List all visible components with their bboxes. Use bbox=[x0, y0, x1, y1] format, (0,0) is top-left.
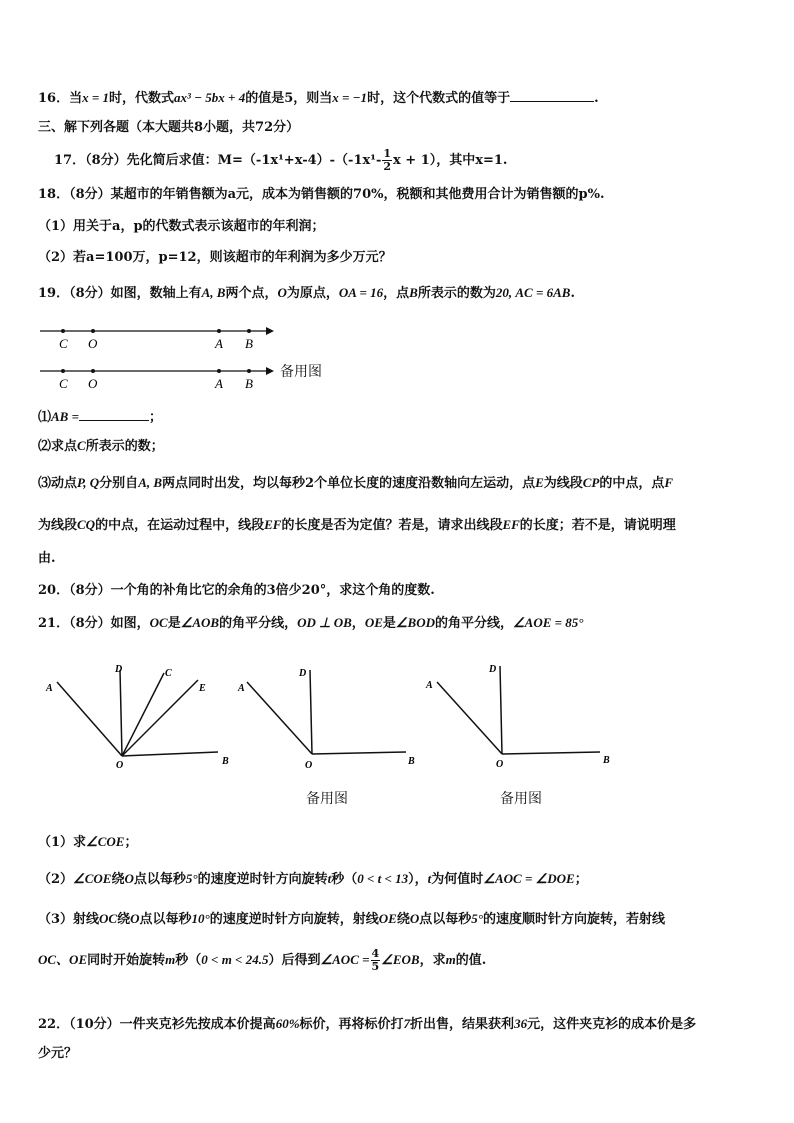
t: ）， bbox=[408, 872, 428, 887]
q16-line bbox=[38, 89, 599, 108]
q19-p2-a: ⑵求点 bbox=[38, 439, 78, 454]
t: （3）射线 bbox=[38, 912, 100, 927]
q21-p2-deg: 5° bbox=[185, 871, 198, 886]
q21-p3-o2: O bbox=[409, 911, 420, 926]
q21-p3-m: m bbox=[165, 952, 176, 967]
q21-part-1 bbox=[38, 833, 137, 852]
t: 折出售，结果获利 bbox=[410, 1017, 515, 1032]
t: ， bbox=[351, 616, 365, 631]
q21-aob: ∠AOB bbox=[180, 615, 220, 630]
q19-cq: CQ bbox=[77, 517, 96, 532]
q19-oa: OA = 16 bbox=[338, 285, 384, 300]
q19-val: 20, AC = 6AB bbox=[495, 285, 571, 300]
q16-x1: x = 1 bbox=[82, 90, 110, 105]
backup-figure-caption-1: 备用图 bbox=[306, 791, 348, 807]
t: 绕 bbox=[117, 912, 131, 927]
t: 的角平分线， bbox=[219, 616, 298, 631]
q21-coe: ∠COE bbox=[86, 834, 125, 849]
q22-amount: 36 bbox=[514, 1016, 528, 1031]
label-d: D bbox=[115, 664, 123, 675]
t: ⑶动点 bbox=[38, 476, 78, 491]
point-label-c: C bbox=[59, 376, 68, 390]
t: 的中点，点 bbox=[599, 476, 665, 491]
t: 为何值时 bbox=[431, 872, 484, 887]
q22-line-1 bbox=[38, 1015, 696, 1034]
t: 两点同时出发，均以每秒2个单位长度的速度沿数轴向左运动，点 bbox=[162, 476, 536, 491]
q21-p3-eob: ∠EOB bbox=[381, 952, 420, 967]
number-line bbox=[38, 320, 278, 350]
t: （2） bbox=[38, 872, 74, 887]
q21-oe: OE bbox=[364, 615, 383, 630]
label-a: A bbox=[46, 683, 53, 694]
t: 分别自 bbox=[99, 476, 139, 491]
q21-p3-oc: OC bbox=[99, 911, 118, 926]
label-a: A bbox=[238, 683, 245, 694]
t: 是 bbox=[382, 616, 396, 631]
point-label-o: O bbox=[88, 336, 98, 350]
q21-frac-num: 4 bbox=[371, 947, 380, 960]
label-o: O bbox=[496, 759, 504, 770]
q17-text: 17．（8分）先化简后求值：M=（-1x¹+x-4）-（-1x¹- bbox=[54, 153, 382, 168]
q16-mid1: 时，代数式 bbox=[109, 91, 175, 106]
t: 的长度；若不是，请说明理 bbox=[519, 518, 676, 533]
t: ，求 bbox=[419, 953, 446, 968]
q19-text-f: . bbox=[570, 286, 575, 301]
q21-p3-range: 0 < m < 24.5 bbox=[201, 952, 269, 967]
q21-p3-deg1: 10° bbox=[191, 911, 210, 926]
q21-odob: OD ⊥ OB bbox=[297, 615, 352, 630]
q19-ab: A, B bbox=[201, 285, 226, 300]
q16-end: . bbox=[594, 91, 599, 106]
t: 绕 bbox=[396, 912, 410, 927]
q16-answer-blank[interactable] bbox=[510, 89, 594, 102]
label-c: C bbox=[165, 668, 172, 679]
t: 21．（8分）如图， bbox=[38, 616, 150, 631]
t: ）后得到 bbox=[268, 953, 321, 968]
label-e: E bbox=[199, 683, 206, 694]
label-a: A bbox=[426, 680, 433, 691]
backup-figure-caption-2: 备用图 bbox=[500, 791, 542, 807]
t: 绕 bbox=[111, 872, 125, 887]
q19-p2-c: C bbox=[77, 438, 86, 453]
t: 为线段 bbox=[38, 518, 78, 533]
q21-p3-oe: OE bbox=[378, 911, 397, 926]
q21-p3-fraction bbox=[371, 948, 381, 973]
point-label-a: A bbox=[215, 376, 223, 390]
q22-seven: 7 bbox=[403, 1016, 411, 1031]
t: ； bbox=[574, 872, 588, 887]
q18-line-2: （1）用关于a，p的代数式表示该超市的年利润； bbox=[38, 219, 325, 234]
q21-p2-t2: t bbox=[427, 871, 432, 886]
q19-part-3-line-3: 由. bbox=[38, 551, 56, 566]
q19-part-2 bbox=[38, 437, 164, 456]
backup-figure-caption: 备用图 bbox=[280, 364, 322, 380]
point-label-c: C bbox=[59, 336, 68, 350]
t: 点以每秒 bbox=[133, 872, 186, 887]
q19-text-a: 19．（8分）如图，数轴上有 bbox=[38, 286, 202, 301]
q20-line: 20．（8分）一个角的补角比它的余角的3倍少20°，求这个角的度数. bbox=[38, 583, 435, 598]
label-b: B bbox=[408, 756, 415, 767]
angle-figure-main bbox=[40, 660, 240, 772]
q16-suffix: 时，这个代数式的值等于 bbox=[367, 91, 511, 106]
q17-fraction bbox=[382, 148, 392, 173]
label-o: O bbox=[305, 760, 313, 771]
t: 的长度是否为定值？若是，请求出线段 bbox=[281, 518, 503, 533]
q19-text-c: 为原点， bbox=[286, 286, 339, 301]
q21-part-2 bbox=[38, 870, 588, 889]
q19-pq: P, Q bbox=[77, 475, 100, 490]
t: 为线段 bbox=[543, 476, 583, 491]
q17-frac-den: 2 bbox=[383, 160, 391, 173]
q19-part-3-line-2 bbox=[38, 516, 676, 535]
q21-p2-eq: ∠AOC = ∠DOE bbox=[483, 871, 575, 886]
point-label-b: B bbox=[245, 336, 253, 350]
label-b: B bbox=[603, 755, 610, 766]
q19-ef: EF bbox=[264, 517, 282, 532]
t: 22．（10分）一件夹克衫先按成本价提高 bbox=[38, 1017, 276, 1032]
q19-cp: CP bbox=[582, 475, 600, 490]
label-d: D bbox=[299, 668, 307, 679]
q19-ab2: A, B bbox=[138, 475, 163, 490]
q21-bod: ∠BOD bbox=[395, 615, 435, 630]
q21-aoe: ∠AOE = 85° bbox=[513, 615, 584, 630]
q19-line-1 bbox=[38, 284, 575, 303]
q21-p2-range: 0 < t < 13 bbox=[357, 871, 409, 886]
q18-line-1: 18．（8分）某超市的年销售额为a元，成本为销售额的70%，税额和其他费用合计为销售额的p%. bbox=[38, 187, 605, 202]
angle-figure-backup-2 bbox=[424, 660, 624, 772]
t: 的速度顺时针方向旋转，若射线 bbox=[482, 912, 665, 927]
q21-frac-den: 5 bbox=[371, 960, 380, 973]
q19-e: E bbox=[535, 475, 544, 490]
q19-p2-b: 所表示的数； bbox=[85, 439, 164, 454]
q19-b: B bbox=[409, 285, 418, 300]
t: 的角平分线， bbox=[435, 616, 514, 631]
q17-line bbox=[54, 148, 507, 173]
q21-p3-rays: OC、OE bbox=[38, 952, 88, 967]
q19-f: F bbox=[664, 475, 674, 490]
q21-p3-aoc: ∠AOC = bbox=[320, 952, 370, 967]
q19-part-3-line-1 bbox=[38, 474, 673, 493]
t: 的速度逆时针方向旋转 bbox=[197, 872, 328, 887]
q19-p1-ab: AB = bbox=[51, 409, 80, 424]
label-d: D bbox=[489, 664, 497, 675]
q21-part-3-line-2 bbox=[38, 947, 486, 974]
label-b: B bbox=[222, 756, 229, 767]
q21-p2-t: t bbox=[327, 871, 332, 886]
q21-p3-deg2: 5° bbox=[471, 911, 483, 926]
t: 的速度逆时针方向旋转，射线 bbox=[209, 912, 379, 927]
q19-part-1 bbox=[38, 408, 162, 427]
q16-expr: ax³ − 5bx + 4 bbox=[174, 90, 246, 105]
q17-frac-num: 1 bbox=[383, 147, 391, 160]
q18-line-3: （2）若a=100万，p=12，则该超市的年利润为多少万元？ bbox=[38, 250, 392, 265]
t: 点以每秒 bbox=[139, 912, 192, 927]
t: 标价，再将标价打 bbox=[299, 1017, 404, 1032]
q16-mid2: 的值是5，则当 bbox=[245, 91, 333, 106]
q19-ef2: EF bbox=[502, 517, 520, 532]
point-label-b: B bbox=[245, 376, 253, 390]
t: 秒（ bbox=[331, 872, 358, 887]
number-line-backup bbox=[38, 360, 278, 390]
q21-p2-o: O bbox=[124, 871, 134, 886]
q21-part-3-line-1 bbox=[38, 910, 665, 929]
q21-oc: OC bbox=[149, 615, 168, 630]
point-label-a: A bbox=[215, 336, 223, 350]
q21-line-1 bbox=[38, 614, 584, 633]
t: 同时开始旋转 bbox=[87, 953, 166, 968]
t: 秒（ bbox=[175, 953, 202, 968]
q19-p1-num: ⑴ bbox=[38, 410, 52, 425]
q19-p1-end: ； bbox=[149, 410, 163, 425]
section-3-heading: 三、解下列各题（本大题共8小题，共72分） bbox=[38, 120, 300, 135]
t: 点以每秒 bbox=[419, 912, 472, 927]
q21-p3-o: O bbox=[130, 911, 140, 926]
q19-p1-answer-blank[interactable] bbox=[79, 408, 149, 421]
q21-p3-m2: m bbox=[445, 952, 456, 967]
q19-o: O bbox=[277, 285, 287, 300]
t: 元，这件夹克衫的成本价是多 bbox=[527, 1017, 697, 1032]
q19-text-b: 两个点， bbox=[225, 286, 278, 301]
q17-tail: x + 1），其中x=1. bbox=[393, 153, 508, 168]
q21-p2-coe: ∠COE bbox=[73, 871, 112, 886]
t: 的值. bbox=[455, 953, 487, 968]
t: ； bbox=[124, 835, 138, 850]
t: 是 bbox=[167, 616, 181, 631]
label-o: O bbox=[116, 760, 124, 771]
point-label-o: O bbox=[88, 376, 98, 390]
t: 的中点，在运动过程中，线段 bbox=[95, 518, 265, 533]
q19-text-d: ，点 bbox=[383, 286, 410, 301]
q19-text-e: 所表示的数为 bbox=[417, 286, 496, 301]
t: （1）求 bbox=[38, 835, 87, 850]
q22-pct: 60% bbox=[275, 1016, 300, 1031]
q22-line-2: 少元？ bbox=[38, 1046, 78, 1061]
q16-prefix: 16．当 bbox=[38, 91, 83, 106]
q16-x2: x = −1 bbox=[332, 90, 368, 105]
angle-figure-backup-1 bbox=[234, 660, 424, 772]
